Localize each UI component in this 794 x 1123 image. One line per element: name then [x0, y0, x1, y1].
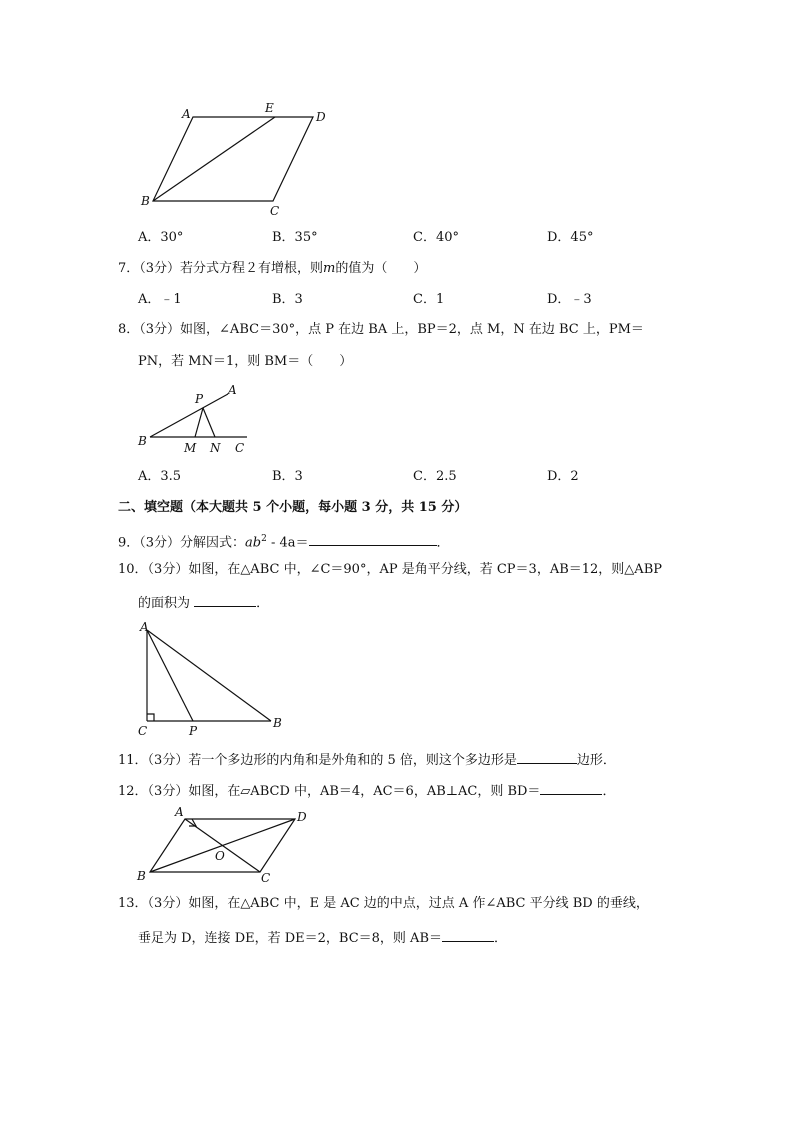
q11-answer-blank[interactable] [517, 749, 577, 764]
q13-question-line2 [138, 927, 507, 948]
q13-answer-blank[interactable] [442, 927, 494, 942]
q7-question [118, 260, 426, 278]
q10-end: ． [256, 596, 270, 611]
q8-option-d[interactable]: D．2 [547, 469, 579, 484]
section-heading-fill-in: 二、填空题（本大题共 5 个小题，每小题 3 分，共 15 分） [118, 500, 468, 515]
side-ab [147, 630, 271, 721]
segment-pm [195, 408, 203, 437]
q12-text: 12．（3分）如图，在▱ABCD 中，AB＝4，AC＝6，AB⊥AC，则 BD＝ [118, 784, 541, 799]
q7-option-b[interactable]: B．3 [272, 292, 303, 307]
q8-angle-figure [130, 380, 260, 458]
q12-answer-blank[interactable] [540, 780, 602, 795]
q12-question [118, 780, 615, 801]
q13-end: ． [494, 931, 508, 946]
q8-option-c[interactable]: C．2.5 [413, 469, 457, 484]
label-m: M [184, 441, 197, 455]
q9-exponent: 2 [261, 534, 267, 544]
right-angle-mark [147, 714, 154, 721]
label-n: N [210, 441, 221, 455]
q9-prefix: 9．（3分）分解因式： [118, 535, 246, 551]
label-d: D [316, 110, 326, 124]
q7-option-d[interactable]: D．﹣3 [547, 292, 592, 307]
q10-answer-blank[interactable] [194, 592, 256, 607]
label-a: A [182, 107, 191, 121]
label-a: A [228, 383, 237, 397]
label-p: P [195, 392, 204, 406]
label-c: C [261, 871, 271, 885]
ray-ba [150, 394, 228, 437]
q10-right-triangle-figure [130, 618, 290, 740]
q7-option-c[interactable]: C．1 [413, 292, 445, 307]
q7-option-a[interactable]: A．﹣1 [138, 292, 182, 307]
q10-question-line2 [138, 592, 269, 613]
q9-end: ． [436, 535, 450, 551]
q11-tail: 边形． [576, 753, 616, 768]
label-c: C [235, 441, 245, 455]
q8-question-line2: PN，若 MN＝1，则 BM＝（ ） [138, 354, 353, 369]
q11-text: 11．（3分）若一个多边形的内角和是外角和的 5 倍，则这个多边形是 [118, 753, 517, 768]
label-e: E [265, 101, 274, 115]
q13-line2-text: 垂足为 D，连接 DE，若 DE＝2，BC＝8，则 AB＝ [138, 931, 443, 946]
label-d: D [297, 810, 307, 824]
q7-tail: 的值为（ ） [335, 261, 427, 276]
q8-option-a[interactable]: A．3.5 [138, 469, 182, 484]
q6-option-b[interactable]: B．35° [272, 230, 318, 245]
segment-pn [203, 408, 215, 437]
q9-expr-a: ab [245, 535, 262, 551]
label-a: A [140, 620, 149, 634]
diagonal-bd [150, 819, 295, 872]
label-c: C [138, 724, 148, 738]
q6-option-d[interactable]: D．45° [547, 230, 594, 245]
q6-parallelogram-figure [130, 95, 340, 220]
q12-end: ． [602, 784, 616, 799]
q10-question-line1: 10．（3分）如图，在△ABC 中，∠C＝90°，AP 是角平分线，若 CP＝3，AB＝12，则△ABP [118, 562, 662, 577]
segment-ap [147, 630, 193, 721]
q13-question-line1: 13．（3分）如图，在△ABC 中，E 是 AC 边的中点，过点 A 作∠ABC 平分线 BD 的垂线， [118, 896, 649, 911]
q11-question [118, 749, 616, 770]
q7-text: 7．（3分）若分式方程２有增根，则 [118, 261, 324, 276]
q9-question [118, 530, 450, 552]
label-b: B [137, 869, 146, 883]
label-b: B [141, 194, 150, 208]
segment-be [153, 117, 275, 201]
q7-var: m [323, 261, 336, 276]
q9-expr-b: - 4a＝ [266, 535, 309, 551]
q6-option-a[interactable]: A．30° [138, 230, 184, 245]
parallelogram-abcd [153, 117, 313, 201]
label-c: C [270, 204, 280, 218]
label-b: B [273, 716, 282, 730]
q8-question-line1: 8．（3分）如图，∠ABC＝30°，点 P 在边 BA 上，BP＝2，点 M，N 在边 BC 上，PM＝ [118, 322, 644, 337]
q8-option-b[interactable]: B．3 [272, 469, 303, 484]
label-a: A [175, 805, 184, 819]
q6-option-c[interactable]: C．40° [413, 230, 459, 245]
q10-line2-text: 的面积为 [138, 596, 191, 611]
label-o: O [215, 849, 225, 863]
label-p: P [189, 724, 198, 738]
q9-answer-blank[interactable] [309, 531, 437, 546]
label-b: B [138, 434, 147, 448]
q12-parallelogram-figure [130, 800, 320, 890]
